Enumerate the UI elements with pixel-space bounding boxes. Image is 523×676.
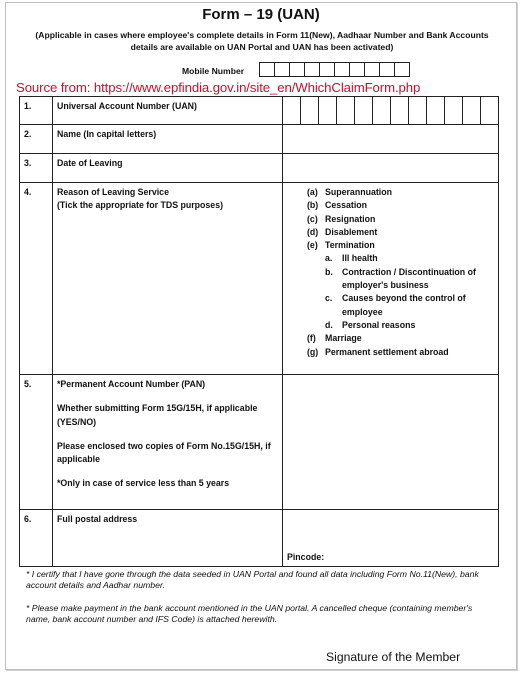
row-number: 5. [20,375,53,510]
uan-digit-box[interactable] [318,97,336,124]
option-marker: a. [325,253,333,264]
claim-form-table [19,96,499,567]
uan-digit-box[interactable] [300,97,318,124]
option-text: Permanent settlement abroad [325,346,449,357]
option-text: Contraction / Discontinuation of employer's business [342,266,476,291]
reason-option[interactable] [307,199,494,212]
table-row-reason [20,183,499,375]
pan-field[interactable] [283,375,499,510]
reason-option[interactable] [307,213,494,226]
source-note: Source from: https://www.epfindia.gov.in/site_en/WhichClaimForm.php [16,80,421,95]
uan-digit-box[interactable] [390,97,408,124]
option-text: Causes beyond the control of employee [342,293,466,317]
option-marker: (e) [307,240,318,251]
pan-label-cell [53,375,283,510]
row-number: 4. [20,183,53,375]
uan-digit-box[interactable] [408,97,426,124]
reason-option[interactable] [307,186,494,199]
pan-label: *Permanent Account Number (PAN) [57,379,206,389]
date-of-leaving-field[interactable] [283,154,499,183]
uan-digit-box[interactable] [462,97,480,124]
option-text: Marriage [325,333,362,344]
form15-label: Whether submitting Form 15G/15H, if applicable (YES/NO) [57,403,258,427]
reason-label-cell [53,183,283,375]
mobile-digit-box[interactable] [349,62,365,77]
option-text: Superannuation [325,187,392,197]
uan-digit-box[interactable] [283,97,300,124]
row-number: 2. [20,125,53,154]
address-label: Full postal address [53,510,283,567]
uan-digit-box[interactable] [336,97,354,124]
option-text: Resignation [325,213,376,224]
form-title: Form – 19 (UAN) [202,6,320,23]
uan-digit-box[interactable] [480,97,498,124]
reason-option[interactable] [307,346,494,359]
mobile-digit-box[interactable] [334,62,350,77]
reason-option[interactable] [307,332,494,345]
reason-label-sub: (Tick the appropriate for TDS purposes) [57,200,224,211]
option-marker: (b) [307,200,319,211]
option-marker: (f) [307,333,316,344]
mobile-digit-box[interactable] [304,62,320,77]
uan-digit-box[interactable] [354,97,372,124]
option-marker: b. [325,266,333,277]
option-marker: d. [325,319,333,330]
date-of-leaving-label: Date of Leaving [53,154,283,183]
certify-note: * I certify that I have gone through the data seeded in UAN Portal and found all data including Form No.11(New), bank account details and Aadhar number. [26,569,479,590]
option-text: Termination [325,240,375,251]
uan-label: Universal Account Number (UAN) [53,97,283,125]
option-text: Cessation [325,200,368,211]
payment-note: * Please make payment in the bank account mentioned in the UAN portal. A cancelled cheque (containing member's name, bank account number and IFS Code) is attached herewith. [26,603,473,624]
row-number: 6. [20,510,53,567]
name-field[interactable] [283,125,499,154]
termination-sub-option[interactable] [325,319,494,332]
option-text: Disablement [325,226,378,237]
option-text: Ill health [342,253,378,264]
mobile-digit-box[interactable] [364,62,380,77]
row-number: 1. [20,97,53,125]
table-row-date-of-leaving [20,154,499,183]
uan-field[interactable] [283,97,499,125]
table-row-name [20,125,499,154]
pincode-label: Pincode: [287,551,325,562]
option-marker: c. [325,293,333,304]
signature-label: Signature of the Member [326,650,461,664]
table-row-pan [20,375,499,510]
option-marker: (c) [307,213,318,224]
copies-label: Please enclosed two copies of Form No.15G/15H, if applicable [57,440,271,465]
table-row-uan [20,97,499,125]
option-marker: (g) [307,346,319,357]
mobile-digit-box[interactable] [319,62,335,77]
reason-label: Reason of Leaving Service [57,187,169,197]
mobile-digit-box[interactable] [394,62,410,77]
mobile-number-label: Mobile Number [182,66,245,76]
reason-option[interactable] [307,226,494,239]
option-marker: (a) [307,187,318,197]
table-row-address [20,510,499,567]
option-text: Personal reasons [342,319,416,330]
reason-option[interactable] [307,239,494,252]
uan-digit-box[interactable] [372,97,390,124]
form-subtitle: (Applicable in cases where employee's complete details in Form 11(New), Aadhaar Number and Bank Accounts details are available on UAN Portal and UAN has been activated) [35,30,489,52]
row-number: 3. [20,154,53,183]
mobile-digit-box[interactable] [289,62,305,77]
mobile-digit-box[interactable] [379,62,395,77]
mobile-number-boxes [260,62,410,77]
uan-digit-box[interactable] [426,97,444,124]
mobile-digit-box[interactable] [259,62,275,77]
service-note: *Only in case of service less than 5 years [57,478,230,489]
name-label: Name (In capital letters) [53,125,283,154]
uan-digit-box[interactable] [444,97,462,124]
mobile-digit-box[interactable] [274,62,290,77]
termination-sub-option[interactable] [325,266,494,293]
reason-options [283,183,499,375]
termination-sub-option[interactable] [325,292,494,319]
option-marker: (d) [307,226,319,237]
termination-sub-option[interactable] [325,252,494,265]
address-field[interactable] [283,510,499,567]
